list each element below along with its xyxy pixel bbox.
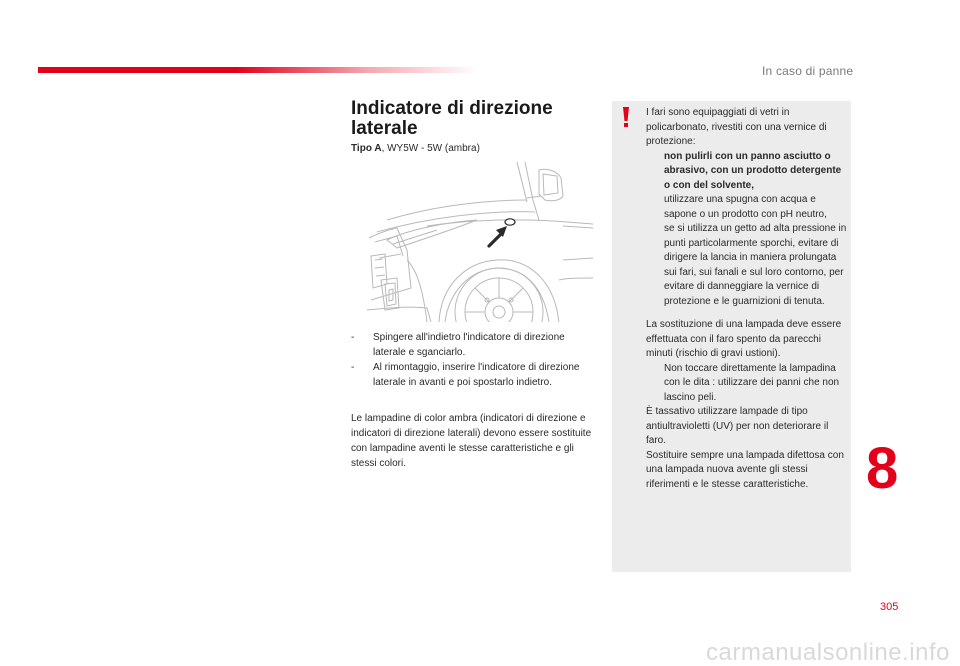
title-line-1: Indicatore di direzione [351, 98, 553, 119]
note-lamp-replacement: La sostituzione di una lampada deve essere effettuata con il faro spento da parecchi minuti (rischio di gravi ustioni). [646, 319, 842, 359]
step-dash: - [351, 362, 355, 373]
note-bullet [646, 193, 848, 222]
note-replace-always: Sostituire sempre una lampada difettosa con una lampada nuova avente gli stessi riferimenti e le stesse caratteristiche. [646, 449, 844, 490]
note-bullet-text: Non toccare direttamente la lampadina con le dita : utilizzare dei panni che non lascino peli. [664, 362, 840, 403]
step-item [351, 360, 596, 390]
note-bullet-text: utilizzare una spugna con acqua e sapone o un prodotto con pH neutro, [664, 194, 827, 220]
note-bullet-text: se si utilizza un getto ad alta pressione in punti particolarmente sporchi, evitare di dirigere la lancia in maniera prolungata sui fari, sui fanali e sul loro contorno, per evitare di danneggiare la vernice di protezione e le guarnizioni di tenuta. [664, 223, 847, 307]
page-title [351, 99, 591, 139]
bulb-type-value: , WY5W - 5W (ambra) [381, 143, 480, 154]
step-item [351, 330, 596, 360]
note-bullet [646, 362, 848, 406]
bulb-type-label: Tipo A [351, 143, 382, 154]
note-bullet [646, 222, 848, 309]
title-line-2: laterale [351, 118, 418, 139]
step-dash: - [351, 332, 355, 343]
bulb-type [351, 143, 591, 154]
side-indicator-illustration [367, 160, 593, 322]
step-text: Al rimontaggio, inserire l'indicatore di direzione laterale in avanti e poi spostarlo indietro. [373, 362, 580, 388]
note-intro: I fari sono equipaggiati di vetri in policarbonato, rivestiti con una vernice di protezione: [646, 107, 827, 147]
footer-watermark: carmanualsonline.info [706, 640, 950, 666]
bulb-color-paragraph: Le lampadine di color ambra (indicatori di direzione e indicatori di direzione laterali) devono essere sostituite con lampadine aventi le stesse caratteristiche e gli stessi colori. [351, 413, 592, 469]
step-text: Spingere all'indietro l'indicatore di direzione laterale e sganciarlo. [373, 332, 565, 358]
note-uv-lamps: È tassativo utilizzare lampade di tipo antiultravioletti (UV) per non deteriorare il faro. [646, 406, 829, 446]
warning-note-text [646, 106, 848, 492]
note-bullet-text: non pulirli con un panno asciutto o abrasivo, con un prodotto detergente o con del solvente, [664, 150, 842, 191]
exclamation-icon [620, 106, 632, 128]
header-accent-bar [38, 67, 478, 73]
note-bullet [646, 150, 848, 194]
chapter-number: 8 [866, 436, 899, 501]
procedure-steps [351, 330, 596, 390]
note-bullets [646, 150, 848, 310]
section-title: In caso di panne [762, 64, 854, 78]
note-bullets-2 [646, 362, 848, 406]
page-number: 305 [880, 601, 899, 613]
